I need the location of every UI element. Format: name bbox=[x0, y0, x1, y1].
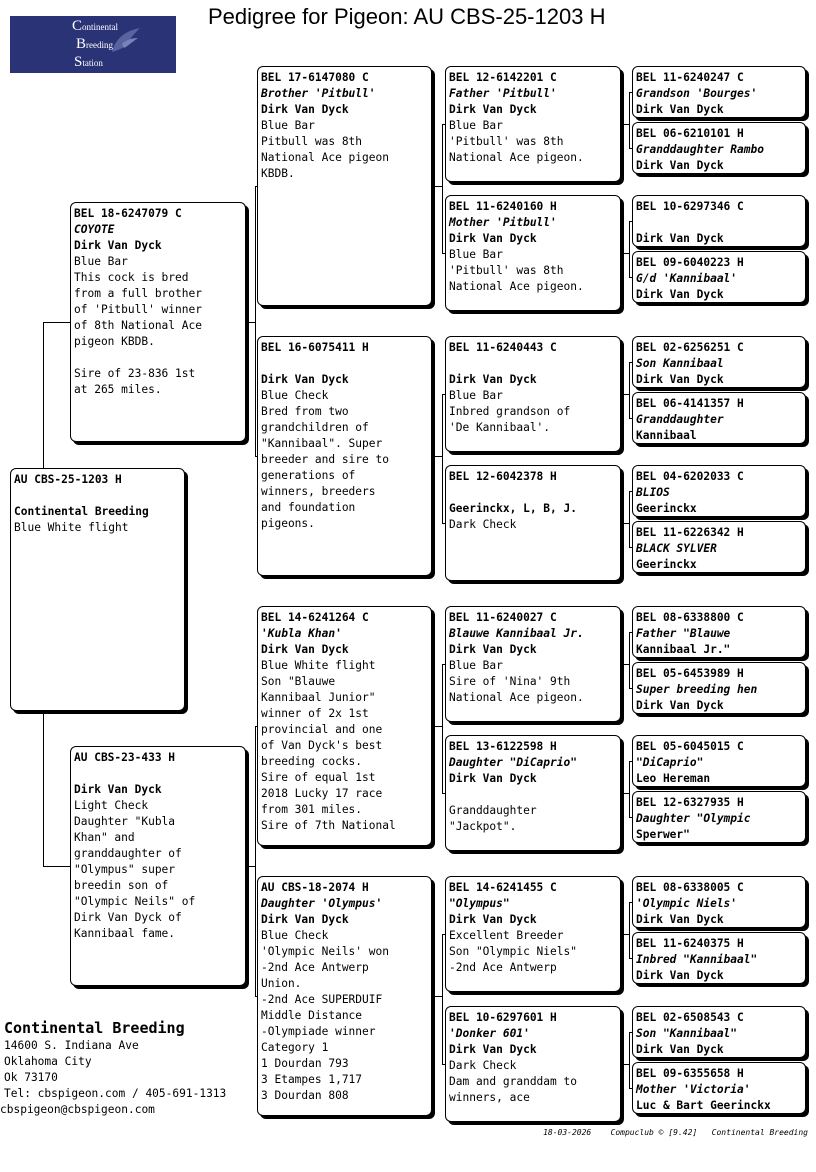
ring-number: BEL 11-6240375 H bbox=[636, 937, 744, 950]
pigeon-info-line: National Ace pigeon. bbox=[449, 691, 584, 704]
pigeon-info-line: provincial and one bbox=[261, 723, 383, 736]
ring-number: BEL 10-6297346 C bbox=[636, 200, 744, 213]
pigeon-info-line: Leo Hereman bbox=[636, 772, 711, 785]
pigeon-info-line: Dirk Van Dyck bbox=[449, 913, 537, 926]
pigeon-info-line: "Olympus" super bbox=[74, 863, 176, 876]
pigeon-info-line: KBDB. bbox=[261, 167, 295, 180]
pigeon-info-line: Blue Bar bbox=[449, 659, 503, 672]
pigeon-info-line: Daughter "Kubla bbox=[74, 815, 176, 828]
pigeon-info-line: 3 Dourdan 808 bbox=[261, 1089, 349, 1102]
pigeon-info-line: G/d 'Kannibaal' bbox=[636, 272, 738, 285]
pigeon-info-line: 1 Dourdan 793 bbox=[261, 1057, 349, 1070]
pigeon-info-line: Dam and granddam to bbox=[449, 1075, 577, 1088]
great-great-grandparent-card bbox=[632, 122, 806, 174]
pigeon-info-line: winners, ace bbox=[449, 1091, 530, 1104]
grandparent-card bbox=[257, 876, 432, 1116]
ring-number: AU CBS-18-2074 H bbox=[261, 881, 369, 894]
pigeon-info-line: 2018 Lucky 17 race bbox=[261, 787, 383, 800]
pigeon-info-line: Dirk Van Dyck bbox=[449, 103, 537, 116]
pedigree-connector-line bbox=[629, 491, 630, 548]
pigeon-info-line: "Olympus" bbox=[449, 897, 510, 910]
ring-number: BEL 12-6142201 C bbox=[449, 71, 557, 84]
print-stamp bbox=[543, 1128, 808, 1137]
pigeon-info-line: 'De Kannibaal'. bbox=[449, 421, 551, 434]
great-great-grandparent-card bbox=[632, 1006, 806, 1058]
pigeon-info-line: Geerinckx bbox=[636, 502, 697, 515]
pedigree-connector-line bbox=[43, 711, 44, 867]
pigeon-info-line: Dirk Van Dyck bbox=[636, 288, 724, 301]
ring-number: BEL 04-6202033 C bbox=[636, 470, 744, 483]
parent-card bbox=[70, 202, 246, 442]
grandparent-card bbox=[257, 336, 432, 576]
pigeon-info-line: Father "Blauwe bbox=[636, 627, 731, 640]
pedigree-connector-line bbox=[629, 902, 630, 959]
pigeon-info-line: generations of bbox=[261, 469, 356, 482]
pigeon-info-line: Dirk Van Dyck bbox=[449, 232, 537, 245]
pigeon-info-line: 'Pitbull' was 8th bbox=[449, 264, 564, 277]
pigeon-info-line: Daughter 'Olympus' bbox=[261, 897, 383, 910]
ring-number: BEL 05-6453989 H bbox=[636, 667, 744, 680]
pigeon-info-line: Dirk Van Dyck bbox=[636, 159, 724, 172]
pigeon-info-line: -2nd Ace Antwerp bbox=[261, 961, 369, 974]
pedigree-connector-line bbox=[629, 92, 630, 149]
ring-number: BEL 11-6240247 C bbox=[636, 71, 744, 84]
pigeon-info-line: -2nd Ace SUPERDUIF bbox=[261, 993, 383, 1006]
pigeon-info-line: Sire of 'Nina' 9th bbox=[449, 675, 571, 688]
pigeon-info-line: Dirk Van Dyck bbox=[449, 373, 537, 386]
great-great-grandparent-card bbox=[632, 521, 806, 573]
ring-number: BEL 10-6297601 H bbox=[449, 1011, 557, 1024]
pigeon-info-line: Son Kannibaal bbox=[636, 357, 724, 370]
great-grandparent-card bbox=[445, 735, 621, 851]
pigeon-info-line: Blue Bar bbox=[449, 119, 503, 132]
grandparent-card bbox=[257, 606, 432, 846]
pigeon-info-line: 'Pitbull' was 8th bbox=[449, 135, 564, 148]
pigeon-info-line: Daughter "DiCaprio" bbox=[449, 756, 577, 769]
pigeon-info-line: of 'Pitbull' winner bbox=[74, 303, 202, 316]
pigeon-info-line: Blue Bar bbox=[449, 389, 503, 402]
great-great-grandparent-card bbox=[632, 251, 806, 303]
pedigree-connector-line bbox=[629, 632, 630, 689]
pigeon-info-line: Middle Distance bbox=[261, 1009, 363, 1022]
ring-number: BEL 18-6247079 C bbox=[74, 207, 182, 220]
breeder-contact bbox=[0, 1018, 227, 1118]
pigeon-info-line: pigeon KBDB. bbox=[74, 335, 155, 348]
pigeon-info-line: Blue Bar bbox=[261, 119, 315, 132]
logo-line-3: Station bbox=[74, 54, 103, 70]
pigeon-info-line: Dirk Van Dyck bbox=[74, 783, 162, 796]
pigeon-info-line: "Olympic Neils" of bbox=[74, 895, 196, 908]
station-logo bbox=[10, 16, 176, 73]
pigeon-info-line: Kannibaal Junior" bbox=[261, 691, 376, 704]
pigeon-info-line: Super breeding hen bbox=[636, 683, 758, 696]
breeder-name: Continental Breeding bbox=[4, 1019, 185, 1037]
pigeon-info-line: Geerinckx bbox=[636, 558, 697, 571]
pigeon-info-line: Mother 'Pitbull' bbox=[449, 216, 557, 229]
pigeon-info-line: BLACK SYLVER bbox=[636, 542, 717, 555]
pigeon-info-line: winners, breeders bbox=[261, 485, 376, 498]
tel-line: Tel: cbspigeon.com / 405-691-1313 bbox=[4, 1087, 227, 1100]
pigeon-info-line: breeder and sire to bbox=[261, 453, 389, 466]
pigeon-info-line: Son "Blauwe bbox=[261, 675, 336, 688]
pigeon-info-line: Dirk Van Dyck bbox=[261, 373, 349, 386]
pigeon-info-line: Inbred "Kannibaal" bbox=[636, 953, 758, 966]
pigeon-info-line: Dirk Van Dyck bbox=[261, 103, 349, 116]
grandparent-card bbox=[257, 66, 432, 306]
pigeon-info-line: Bred from two bbox=[261, 405, 349, 418]
pigeon-info-line: Granddaughter bbox=[449, 804, 537, 817]
pigeon-info-line: 3 Etampes 1,717 bbox=[261, 1073, 363, 1086]
great-grandparent-card bbox=[445, 195, 621, 311]
pigeon-info-line: Dirk Van Dyck bbox=[636, 1043, 724, 1056]
pigeon-info-line: Dirk Van Dyck bbox=[74, 239, 162, 252]
pigeon-info-line: granddaughter of bbox=[74, 847, 182, 860]
pigeon-info-line: Blauwe Kannibaal Jr. bbox=[449, 627, 584, 640]
ring-number: BEL 02-6508543 C bbox=[636, 1011, 744, 1024]
pigeon-info-line: winner of 2x 1st bbox=[261, 707, 369, 720]
ring-number: BEL 06-6210101 H bbox=[636, 127, 744, 140]
logo-line-2: Breeding bbox=[76, 36, 114, 52]
pigeon-info-line: Light Check bbox=[74, 799, 149, 812]
great-great-grandparent-card bbox=[632, 392, 806, 444]
pigeon-info-line: Blue Check bbox=[261, 389, 329, 402]
pigeon-info-line: pigeons. bbox=[261, 517, 315, 530]
great-grandparent-card bbox=[445, 66, 621, 182]
pigeon-info-line bbox=[449, 485, 617, 501]
email-line: cbspigeon@cbspigeon.com bbox=[0, 1103, 155, 1116]
pigeon-info-line bbox=[261, 356, 428, 372]
pigeon-info-line: BLIOS bbox=[636, 486, 670, 499]
pigeon-info-line: and foundation bbox=[261, 501, 356, 514]
ring-number: BEL 12-6042378 H bbox=[449, 470, 557, 483]
ring-number: BEL 14-6241264 C bbox=[261, 611, 369, 624]
pigeon-info-line: Blue Bar bbox=[74, 255, 128, 268]
pigeon-info-line: Sire of equal 1st bbox=[261, 771, 376, 784]
pigeon-info-line: Sire of 23-836 1st bbox=[74, 367, 196, 380]
pigeon-info-line: 'Olympic Neils' won bbox=[261, 945, 389, 958]
pigeon-info-line: breeding cocks. bbox=[261, 755, 363, 768]
pigeon-info-line: Father 'Pitbull' bbox=[449, 87, 557, 100]
ring-number: BEL 09-6355658 H bbox=[636, 1067, 744, 1080]
great-great-grandparent-card bbox=[632, 1062, 806, 1114]
subject-pigeon-card bbox=[10, 468, 185, 711]
pedigree-connector-line bbox=[43, 322, 44, 469]
great-great-grandparent-card bbox=[632, 66, 806, 118]
pigeon-info-line: 'Olympic Niels' bbox=[636, 897, 738, 910]
ring-number: AU CBS-25-1203 H bbox=[14, 473, 122, 486]
pigeon-info-line: Continental Breeding bbox=[14, 505, 149, 518]
pigeon-info-line: Dirk Van Dyck bbox=[636, 913, 724, 926]
pigeon-info-line bbox=[74, 766, 242, 782]
pigeon-info-line: -2nd Ace Antwerp bbox=[449, 961, 557, 974]
page-title: Pedigree for Pigeon: AU CBS-25-1203 H bbox=[208, 4, 606, 29]
ring-number: BEL 17-6147080 C bbox=[261, 71, 369, 84]
ring-number: BEL 16-6075411 H bbox=[261, 341, 369, 354]
pigeon-info-line: Dirk Van Dyck bbox=[449, 1043, 537, 1056]
pigeon-info-line: Son "Kannibaal" bbox=[636, 1027, 738, 1040]
great-great-grandparent-card bbox=[632, 791, 806, 843]
pedigree-connector-line bbox=[442, 934, 443, 1065]
ring-number: BEL 08-6338800 C bbox=[636, 611, 744, 624]
pigeon-info-line: Dirk Van Dyck bbox=[636, 103, 724, 116]
pigeon-info-line: Union. bbox=[261, 977, 302, 990]
ring-number: BEL 12-6327935 H bbox=[636, 796, 744, 809]
ring-number: BEL 06-4141357 H bbox=[636, 397, 744, 410]
pigeon-info-line: National Ace pigeon. bbox=[449, 280, 584, 293]
great-grandparent-card bbox=[445, 606, 621, 722]
pigeon-info-line: Blue Check bbox=[261, 929, 329, 942]
pigeon-info-line: "DiCaprio" bbox=[636, 756, 704, 769]
pedigree-connector-line bbox=[255, 726, 256, 997]
pigeon-info-line: Geerinckx, L, B, J. bbox=[449, 502, 577, 515]
pigeon-info-line: Blue White flight bbox=[14, 521, 129, 534]
pigeon-info-line: Dirk Van Dyck bbox=[636, 969, 724, 982]
pigeon-info-line: Dirk Van Dyck of bbox=[74, 911, 182, 924]
pigeon-info-line: "Kannibaal". Super bbox=[261, 437, 383, 450]
pigeon-info-line: Category 1 bbox=[261, 1041, 329, 1054]
ring-number: BEL 11-6226342 H bbox=[636, 526, 744, 539]
ring-number: BEL 08-6338005 C bbox=[636, 881, 744, 894]
pigeon-info-line: 'Donker 601' bbox=[449, 1027, 530, 1040]
pigeon-info-line: from a full brother bbox=[74, 287, 202, 300]
pigeon-info-line: Dark Check bbox=[449, 1059, 517, 1072]
pigeon-info-line: from 301 miles. bbox=[261, 803, 363, 816]
pigeon-info-line: Dirk Van Dyck bbox=[449, 772, 537, 785]
ring-number: BEL 09-6040223 H bbox=[636, 256, 744, 269]
pedigree-connector-line bbox=[442, 664, 443, 794]
logo-line-1: Continental bbox=[72, 18, 119, 34]
city-line: Oklahoma City bbox=[4, 1055, 92, 1068]
great-grandparent-card bbox=[445, 1006, 621, 1122]
pedigree-connector-line bbox=[442, 124, 443, 254]
great-grandparent-card bbox=[445, 876, 621, 992]
pigeon-info-line: Dirk Van Dyck bbox=[449, 643, 537, 656]
pigeon-info-line: -Olympiade winner bbox=[261, 1025, 376, 1038]
state-zip-line: Ok 73170 bbox=[4, 1071, 58, 1084]
stamp-owner: Continental Breeding bbox=[711, 1128, 808, 1137]
great-great-grandparent-card bbox=[632, 735, 806, 787]
great-grandparent-card bbox=[445, 465, 621, 581]
great-grandparent-card bbox=[445, 336, 621, 452]
pigeon-info-line bbox=[449, 787, 617, 803]
pedigree-connector-line bbox=[43, 322, 71, 323]
print-date: 18-03-2026 bbox=[543, 1128, 592, 1137]
great-great-grandparent-card bbox=[632, 932, 806, 984]
great-great-grandparent-card bbox=[632, 465, 806, 517]
pedigree-connector-line bbox=[442, 394, 443, 524]
pigeon-info-line: Kannibaal fame. bbox=[74, 927, 176, 940]
pigeon-info-line: of Van Dyck's best bbox=[261, 739, 383, 752]
pigeon-info-line: National Ace pigeon bbox=[261, 151, 389, 164]
software-credit: Compuclub © [9.42] bbox=[610, 1128, 698, 1137]
pigeon-info-line: Sire of 7th National bbox=[261, 819, 396, 832]
pigeon-info-line: breedin son of bbox=[74, 879, 169, 892]
pigeon-info-line: Dirk Van Dyck bbox=[261, 913, 349, 926]
pedigree-connector-line bbox=[255, 186, 256, 457]
pigeon-info-line: Granddaughter Rambo bbox=[636, 143, 764, 156]
pigeon-info-line: Kannibaal bbox=[636, 429, 697, 442]
ring-number: BEL 11-6240443 C bbox=[449, 341, 557, 354]
pedigree-connector-line bbox=[629, 221, 630, 278]
pigeon-info-line: Blue Bar bbox=[449, 248, 503, 261]
pigeon-info-line: Daughter "Olympic bbox=[636, 812, 751, 825]
pigeon-info-line: Kannibaal Jr." bbox=[636, 643, 731, 656]
pigeon-info-line: Brother 'Pitbull' bbox=[261, 87, 376, 100]
ring-number: AU CBS-23-433 H bbox=[74, 751, 176, 764]
pigeon-info-line: Grandson 'Bourges' bbox=[636, 87, 758, 100]
pigeon-info-line: Dirk Van Dyck bbox=[261, 643, 349, 656]
great-great-grandparent-card bbox=[632, 336, 806, 388]
pigeon-info-line: Luc & Bart Geerinckx bbox=[636, 1099, 771, 1112]
pigeon-info-line: Dirk Van Dyck bbox=[636, 232, 724, 245]
great-great-grandparent-card bbox=[632, 606, 806, 658]
pigeon-info-line: Inbred grandson of bbox=[449, 405, 571, 418]
pedigree-connector-line bbox=[629, 1032, 630, 1089]
ring-number: BEL 13-6122598 H bbox=[449, 740, 557, 753]
pigeon-info-line: Granddaughter bbox=[636, 413, 724, 426]
pedigree-connector-line bbox=[629, 362, 630, 419]
pigeon-info-line bbox=[74, 350, 242, 366]
pigeon-info-line: Dirk Van Dyck bbox=[636, 373, 724, 386]
great-great-grandparent-card bbox=[632, 195, 806, 247]
pigeon-info-line: Khan" and bbox=[74, 831, 135, 844]
parent-card bbox=[70, 746, 246, 986]
ring-number: BEL 02-6256251 C bbox=[636, 341, 744, 354]
pigeon-info-line: Excellent Breeder bbox=[449, 929, 564, 942]
pigeon-info-line: Blue White flight bbox=[261, 659, 376, 672]
pedigree-connector-line bbox=[629, 761, 630, 818]
great-great-grandparent-card bbox=[632, 662, 806, 714]
ring-number: BEL 05-6045015 C bbox=[636, 740, 744, 753]
address-line: 14600 S. Indiana Ave bbox=[4, 1039, 139, 1052]
great-great-grandparent-card bbox=[632, 876, 806, 928]
pigeon-info-line: Pitbull was 8th bbox=[261, 135, 363, 148]
pigeon-info-line: Son "Olympic Niels" bbox=[449, 945, 577, 958]
ring-number: BEL 11-6240160 H bbox=[449, 200, 557, 213]
pigeon-info-line: National Ace pigeon. bbox=[449, 151, 584, 164]
pigeon-info-line: COYOTE bbox=[74, 223, 115, 236]
pigeon-info-line: 'Kubla Khan' bbox=[261, 627, 342, 640]
pigeon-info-line: Dark Check bbox=[449, 518, 517, 531]
pigeon-info-line: Dirk Van Dyck bbox=[636, 699, 724, 712]
pigeon-info-line: Mother 'Victoria' bbox=[636, 1083, 751, 1096]
pigeon-info-line: at 265 miles. bbox=[74, 383, 162, 396]
pigeon-info-line bbox=[14, 488, 181, 504]
pigeon-info-line: of 8th National Ace bbox=[74, 319, 202, 332]
pigeon-info-line: Sperwer" bbox=[636, 828, 690, 841]
pigeon-info-line bbox=[636, 215, 802, 231]
pigeon-info-line: grandchildren of bbox=[261, 421, 369, 434]
pigeon-info-line bbox=[449, 356, 617, 372]
pigeon-info-line: This cock is bred bbox=[74, 271, 189, 284]
ring-number: BEL 14-6241455 C bbox=[449, 881, 557, 894]
pedigree-connector-line bbox=[43, 866, 71, 867]
pigeon-info-line: "Jackpot". bbox=[449, 820, 517, 833]
ring-number: BEL 11-6240027 C bbox=[449, 611, 557, 624]
